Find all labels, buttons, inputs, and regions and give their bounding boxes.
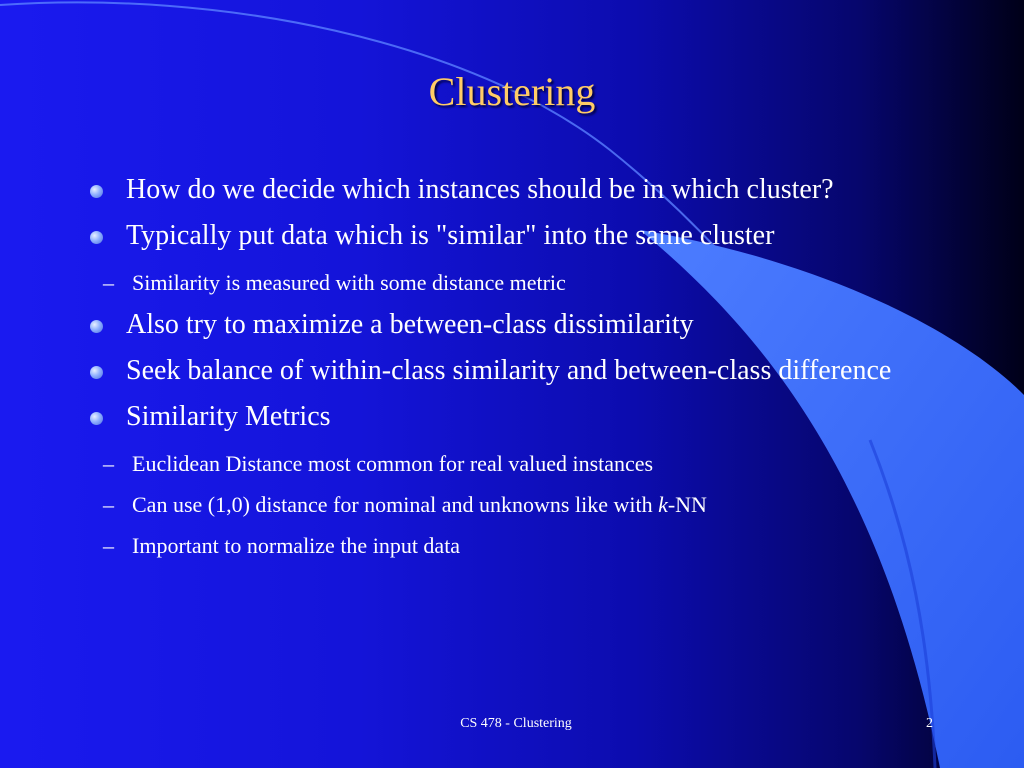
- bullet-item: [88, 351, 938, 391]
- sub-bullet-item: [88, 484, 938, 525]
- bullet-icon: [90, 185, 103, 198]
- bullet-icon: [90, 320, 103, 333]
- bullet-icon: [90, 412, 103, 425]
- page-number: 2: [926, 716, 933, 731]
- sub-bullet-list: [88, 262, 938, 303]
- bullet-icon: [90, 231, 103, 244]
- sub-bullet-text: Euclidean Distance most common for real valued instances: [132, 451, 654, 476]
- sub-bullet-italic: k: [658, 492, 668, 517]
- sub-bullet-item: [88, 443, 938, 484]
- dash-icon: –: [103, 533, 114, 558]
- bullet-item: [88, 305, 938, 345]
- sub-bullet-item: [88, 262, 938, 303]
- bullet-text: Seek balance of within-class similarity and between-class difference: [126, 355, 892, 386]
- bullet-item: [88, 397, 938, 437]
- bullet-icon: [90, 366, 103, 379]
- sub-list-container: [88, 262, 938, 303]
- sub-bullet-item: [88, 525, 938, 566]
- bullet-text: Similarity Metrics: [126, 401, 331, 432]
- bullet-text: Typically put data which is "similar" into the same cluster: [126, 220, 775, 251]
- sub-bullet-text: [132, 492, 707, 517]
- slide-title: Clustering: [428, 69, 596, 114]
- dash-icon: –: [103, 270, 114, 295]
- sub-list-container: [88, 443, 938, 566]
- dash-icon: –: [103, 451, 114, 476]
- bullet-text: How do we decide which instances should be in which cluster?: [126, 174, 834, 205]
- bullet-item: [88, 170, 938, 210]
- sub-bullet-list: [88, 443, 938, 566]
- sub-bullet-text-part: Can use (1,0) distance for nominal and unknowns like with: [132, 492, 659, 517]
- bullet-text: Also try to maximize a between-class dissimilarity: [126, 309, 694, 340]
- sub-bullet-text-part: -NN: [667, 492, 707, 517]
- footer-title: CS 478 - Clustering: [460, 716, 572, 731]
- dash-icon: –: [103, 492, 114, 517]
- bullet-list: [88, 170, 938, 568]
- bullet-item: [88, 216, 938, 256]
- sub-bullet-text: Similarity is measured with some distance metric: [132, 270, 566, 295]
- sub-bullet-text: Important to normalize the input data: [132, 533, 461, 558]
